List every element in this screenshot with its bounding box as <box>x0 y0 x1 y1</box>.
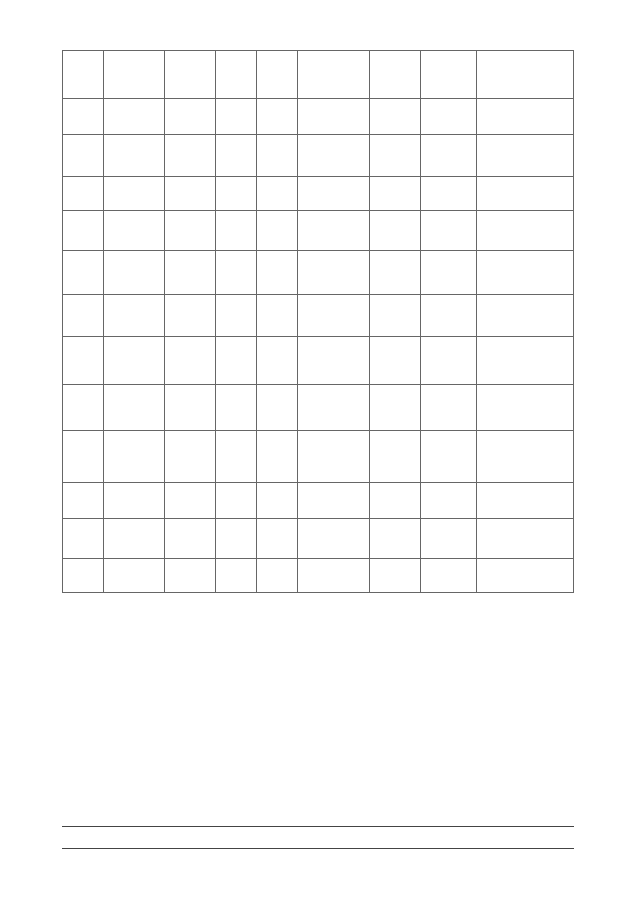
table-cell <box>103 519 164 559</box>
table-cell <box>420 51 476 99</box>
table-cell <box>369 385 420 431</box>
table-cell <box>63 483 104 519</box>
table-cell <box>216 251 257 295</box>
table-cell <box>298 51 370 99</box>
table-cell <box>476 211 573 251</box>
table-cell <box>476 519 573 559</box>
table-cell <box>476 431 573 483</box>
table-cell <box>103 295 164 337</box>
table-cell <box>257 519 298 559</box>
table-cell <box>216 483 257 519</box>
table-cell <box>216 177 257 211</box>
table-cell <box>165 431 216 483</box>
table-cell <box>103 251 164 295</box>
table-cell <box>257 559 298 593</box>
table-cell <box>63 135 104 177</box>
table-cell <box>369 177 420 211</box>
table-cell <box>369 483 420 519</box>
table-cell <box>476 559 573 593</box>
table-cell <box>63 251 104 295</box>
table-row <box>63 99 574 135</box>
table-cell <box>476 337 573 385</box>
table-cell <box>216 99 257 135</box>
table-row <box>63 519 574 559</box>
table-cell <box>63 51 104 99</box>
table-cell <box>476 385 573 431</box>
table-cell <box>420 99 476 135</box>
table-cell <box>420 295 476 337</box>
table-cell <box>165 483 216 519</box>
table-cell <box>165 337 216 385</box>
table-cell <box>63 99 104 135</box>
table-cell <box>165 99 216 135</box>
table-row <box>63 385 574 431</box>
table-row <box>63 51 574 99</box>
table-cell <box>63 559 104 593</box>
table-cell <box>63 431 104 483</box>
table-cell <box>216 135 257 177</box>
table-cell <box>257 211 298 251</box>
table-cell <box>103 99 164 135</box>
table-cell <box>63 211 104 251</box>
table-cell <box>165 559 216 593</box>
table-cell <box>103 211 164 251</box>
table-cell <box>257 431 298 483</box>
table-cell <box>420 559 476 593</box>
table-row <box>63 135 574 177</box>
table-cell <box>420 385 476 431</box>
table-cell <box>103 51 164 99</box>
table-cell <box>257 385 298 431</box>
table-cell <box>103 559 164 593</box>
table-cell <box>298 519 370 559</box>
table-cell <box>369 337 420 385</box>
table-cell <box>63 337 104 385</box>
table-cell <box>298 431 370 483</box>
table-cell <box>165 519 216 559</box>
table-cell <box>103 385 164 431</box>
table-cell <box>420 177 476 211</box>
table-cell <box>369 559 420 593</box>
data-table <box>62 50 574 593</box>
table-cell <box>476 99 573 135</box>
table-cell <box>298 177 370 211</box>
table-cell <box>63 385 104 431</box>
table-row <box>63 251 574 295</box>
table-cell <box>476 483 573 519</box>
table-cell <box>216 211 257 251</box>
table-cell <box>103 135 164 177</box>
table-cell <box>420 211 476 251</box>
table-cell <box>216 385 257 431</box>
table-cell <box>63 519 104 559</box>
bottom-rule-1 <box>62 826 574 827</box>
table-cell <box>216 431 257 483</box>
table-cell <box>298 385 370 431</box>
table-cell <box>298 211 370 251</box>
table-cell <box>369 251 420 295</box>
table-row <box>63 483 574 519</box>
table-cell <box>165 251 216 295</box>
table-cell <box>63 177 104 211</box>
table-cell <box>103 483 164 519</box>
table-cell <box>216 337 257 385</box>
table-cell <box>476 251 573 295</box>
table-cell <box>298 135 370 177</box>
table-cell <box>369 519 420 559</box>
table-cell <box>298 251 370 295</box>
bottom-rule-2 <box>62 848 574 849</box>
table-cell <box>216 519 257 559</box>
table-cell <box>476 51 573 99</box>
table-cell <box>165 211 216 251</box>
table-cell <box>257 251 298 295</box>
table-cell <box>420 431 476 483</box>
table-cell <box>476 295 573 337</box>
table-cell <box>369 51 420 99</box>
table-cell <box>369 135 420 177</box>
table-cell <box>257 99 298 135</box>
table-cell <box>165 177 216 211</box>
table-cell <box>63 295 104 337</box>
table-cell <box>257 295 298 337</box>
table-cell <box>216 295 257 337</box>
table-cell <box>298 559 370 593</box>
table-cell <box>257 483 298 519</box>
table-cell <box>165 135 216 177</box>
table-cell <box>165 51 216 99</box>
table-cell <box>216 559 257 593</box>
table-cell <box>369 295 420 337</box>
table-cell <box>103 337 164 385</box>
table-row <box>63 295 574 337</box>
table-cell <box>369 99 420 135</box>
table-cell <box>216 51 257 99</box>
table-cell <box>298 337 370 385</box>
table-cell <box>420 135 476 177</box>
table-cell <box>298 295 370 337</box>
table-cell <box>420 519 476 559</box>
table-cell <box>420 251 476 295</box>
table-cell <box>257 337 298 385</box>
table-cell <box>257 51 298 99</box>
table-cell <box>165 385 216 431</box>
table-cell <box>103 177 164 211</box>
table-cell <box>103 431 164 483</box>
table-cell <box>369 431 420 483</box>
table-cell <box>298 483 370 519</box>
table-cell <box>257 177 298 211</box>
table-cell <box>420 483 476 519</box>
table-cell <box>476 135 573 177</box>
table-row <box>63 337 574 385</box>
table-row <box>63 177 574 211</box>
table-row <box>63 559 574 593</box>
table-cell <box>369 211 420 251</box>
table-cell <box>420 337 476 385</box>
table-cell <box>298 99 370 135</box>
table-cell <box>165 295 216 337</box>
table-row <box>63 211 574 251</box>
table-cell <box>257 135 298 177</box>
table-cell <box>476 177 573 211</box>
table-row <box>63 431 574 483</box>
